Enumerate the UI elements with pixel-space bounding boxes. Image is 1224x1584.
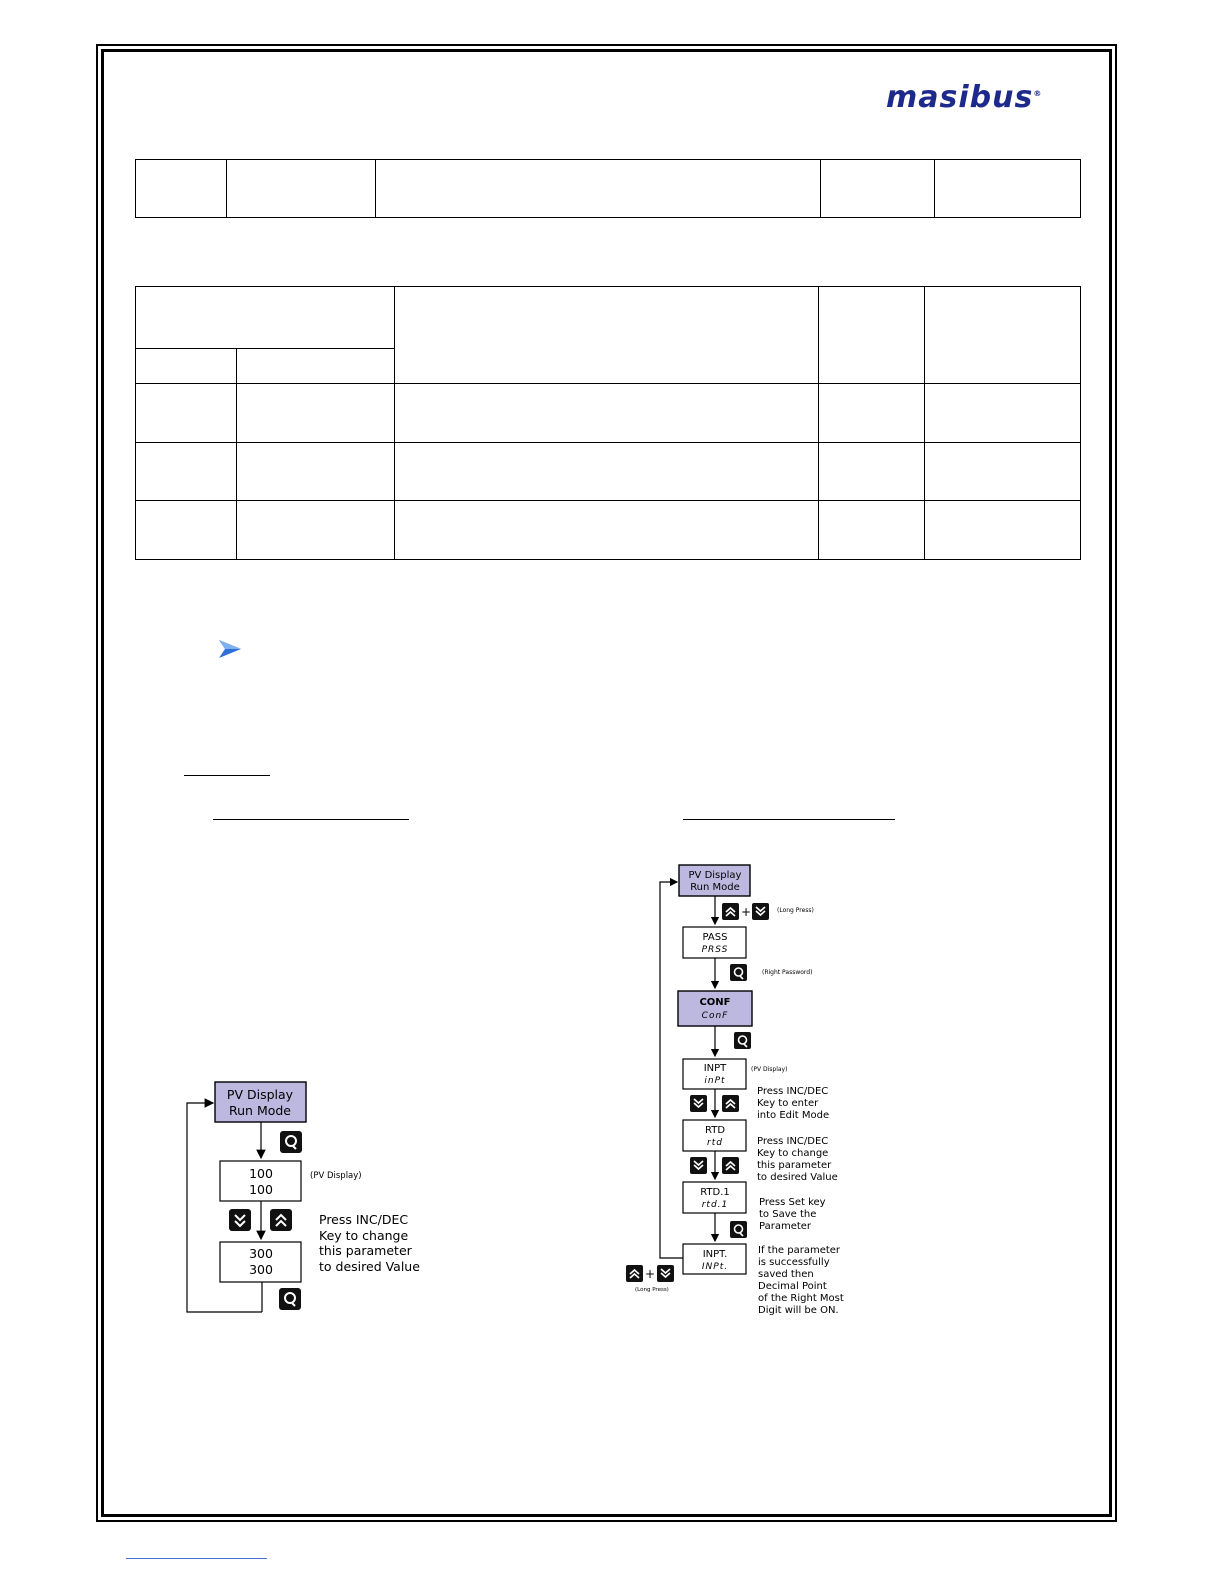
left-note-line: Press INC/DEC — [319, 1212, 409, 1227]
left-heading-underline — [213, 819, 409, 820]
inc-key-icon — [722, 1157, 739, 1174]
left-box2-line1: 300 — [249, 1246, 273, 1261]
table-cell — [395, 443, 819, 501]
right-start-line2: Run Mode — [690, 882, 740, 893]
plus-sign: + — [740, 905, 752, 919]
rtd-line2: rtd — [707, 1138, 723, 1148]
note-line: Key to enter — [757, 1098, 819, 1109]
left-start-line2: Run Mode — [229, 1103, 291, 1118]
note-line: If the parameter — [758, 1245, 841, 1256]
note-line: to desired Value — [757, 1172, 838, 1183]
note-saved — [758, 1245, 847, 1316]
long-press-note-2: (Long Press) — [635, 1287, 669, 1293]
left-flow-diagram — [180, 1075, 440, 1325]
set-key-icon — [280, 1131, 302, 1153]
conf-line2: ConF — [701, 1011, 729, 1021]
table-cell — [395, 384, 819, 443]
right-heading-underline — [683, 819, 895, 820]
inc-key-icon — [270, 1209, 292, 1231]
right-loop-line — [660, 882, 683, 1258]
table-cell — [819, 384, 925, 443]
set-key-icon — [279, 1288, 301, 1310]
table-row — [136, 443, 1081, 501]
registered-mark: ® — [1033, 89, 1043, 98]
bullet-arrow-icon — [218, 639, 242, 659]
table-head-cell — [237, 349, 395, 384]
table-cell — [237, 501, 395, 560]
table-cell — [925, 501, 1081, 560]
inpt-saved-line1: INPT. — [702, 1249, 728, 1260]
inpt-line2: inPt — [704, 1076, 726, 1086]
note-line: Press INC/DEC — [757, 1086, 829, 1097]
header-cell — [935, 160, 1081, 218]
left-box2-line2: 300 — [249, 1262, 273, 1277]
dec-key-icon — [657, 1265, 674, 1282]
rtd-line1: RTD — [704, 1125, 726, 1136]
note-line: Parameter — [759, 1221, 812, 1232]
left-note-line: this parameter — [319, 1243, 412, 1258]
plus-sign: + — [644, 1267, 656, 1281]
table-cell — [136, 384, 237, 443]
note-line: saved then — [758, 1269, 814, 1280]
table-cell — [136, 501, 237, 560]
header-cell — [136, 160, 227, 218]
table-head-cell — [395, 287, 819, 384]
right-start-line1: PV Display — [688, 870, 742, 881]
note-line: Digit will be ON. — [758, 1305, 839, 1316]
right-password-note: (Right Password) — [762, 969, 813, 976]
note-line: of the Right Most — [758, 1293, 844, 1304]
note-line: Press INC/DEC — [757, 1136, 829, 1147]
table-cell — [237, 384, 395, 443]
pass-line1: PASS — [702, 932, 728, 943]
set-key-icon — [734, 1032, 751, 1049]
dec-key-icon — [690, 1157, 707, 1174]
set-key-icon — [730, 1221, 747, 1238]
left-note-line: to desired Value — [319, 1259, 420, 1274]
table-cell — [395, 501, 819, 560]
conf-line1: CONF — [699, 997, 731, 1008]
left-start-line1: PV Display — [226, 1087, 294, 1102]
inpt-line1: INPT — [703, 1063, 727, 1074]
table-row — [136, 501, 1081, 560]
table-cell — [819, 443, 925, 501]
pv-display-note: (PV Display) — [751, 1066, 788, 1073]
note-save — [759, 1197, 829, 1232]
inc-key-icon — [722, 903, 739, 920]
note-line: Key to change — [757, 1148, 829, 1159]
left-note-line: Key to change — [319, 1228, 409, 1243]
logo-text: masibus — [886, 80, 1034, 115]
table-head-cell — [819, 287, 925, 384]
header-table — [135, 159, 1081, 218]
header-cell — [227, 160, 376, 218]
dec-key-icon — [690, 1095, 707, 1112]
table-head-cell — [925, 287, 1081, 384]
note-line: Press Set key — [759, 1197, 826, 1208]
table-cell — [925, 443, 1081, 501]
right-flow-diagram — [620, 860, 870, 1320]
rtd1-line1: RTD.1 — [700, 1187, 730, 1198]
footer-link-underline — [126, 1558, 267, 1559]
note-line: into Edit Mode — [757, 1110, 830, 1121]
inc-key-icon — [722, 1095, 739, 1112]
header-cell — [376, 160, 821, 218]
note-edit-mode — [757, 1086, 831, 1121]
note-line: to Save the — [759, 1209, 817, 1220]
dec-key-icon — [229, 1209, 251, 1231]
note-line: Decimal Point — [758, 1281, 827, 1292]
left-pv-display-note: (PV Display) — [310, 1171, 362, 1181]
table-cell — [237, 443, 395, 501]
parameter-table — [135, 286, 1081, 560]
table-cell — [136, 443, 237, 501]
table-head-cell — [136, 287, 395, 349]
dec-key-icon — [752, 903, 769, 920]
note-change-value — [757, 1136, 838, 1183]
heading-underline — [184, 775, 270, 776]
left-note — [319, 1212, 420, 1274]
inpt-saved-line2: INPt. — [701, 1262, 729, 1272]
table-row — [136, 384, 1081, 443]
pass-line2: PRSS — [701, 945, 729, 955]
set-key-icon — [730, 964, 747, 981]
header-cell — [821, 160, 935, 218]
note-line: is successfully — [758, 1257, 830, 1268]
long-press-note: (Long Press) — [777, 907, 814, 914]
rtd1-line2: rtd.1 — [701, 1200, 729, 1210]
table-cell — [819, 501, 925, 560]
table-cell — [925, 384, 1081, 443]
inc-key-icon — [626, 1265, 643, 1282]
left-box1-line1: 100 — [249, 1166, 273, 1181]
masibus-logo — [886, 80, 1042, 115]
left-box1-line2: 100 — [249, 1182, 273, 1197]
table-head-cell — [136, 349, 237, 384]
note-line: this parameter — [757, 1160, 832, 1171]
